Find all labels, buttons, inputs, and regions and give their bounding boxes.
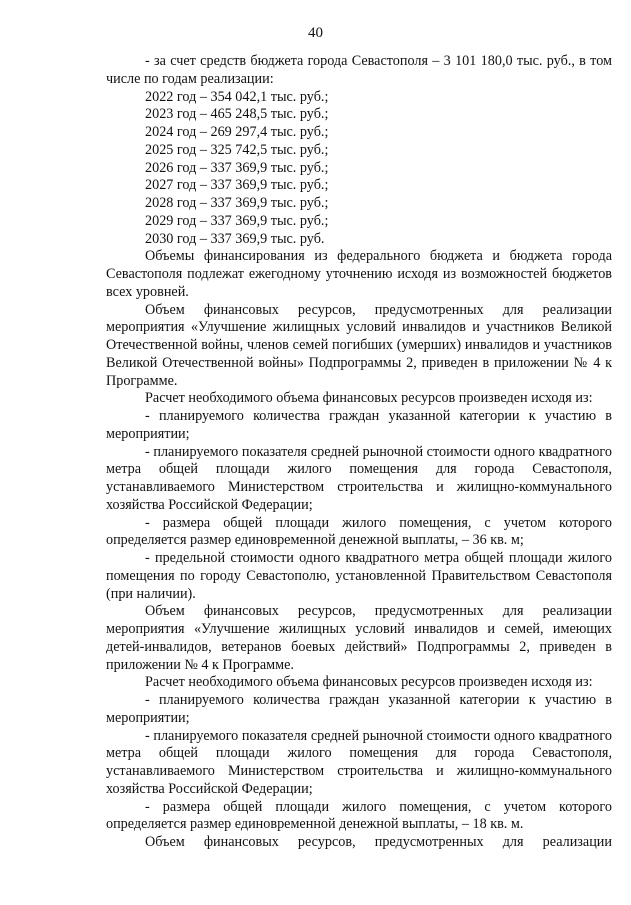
paragraph-continued: Объем финансовых ресурсов, предусмотренных для реализации	[145, 834, 612, 850]
paragraph: - планируемого показателя средней рыночной стоимости одного квадратного метра общей площади жилого помещения для города Севастополя, устанавливаемого Министерством строительства и жилищно-коммунального хозяйства Российской Федерации;	[106, 443, 612, 513]
paragraph: Объемы финансирования из федерального бюджета и бюджета города Севастополя подлежат ежегодному уточнению исходя из возможностей бюджетов всех уровней.	[106, 248, 612, 300]
year-item: 2023 год – 465 248,5 тыс. руб.;	[145, 106, 329, 123]
paragraph: - планируемого показателя средней рыночной стоимости одного квадратного метра общей площади жилого помещения для города Севастополя, устанавливаемого Министерством строительства и жилищно-коммунального хозяйства Российской Федерации;	[106, 727, 612, 797]
paragraph: Объем финансовых ресурсов, предусмотренных для реализации мероприятия «Улучшение жилищных условий инвалидов и семей, имеющих детей-инвалидов, ветеранов боевых действий» Подпрограммы 2, приведен в приложении № 4 к Программе.	[106, 603, 612, 673]
year-item: 2026 год – 337 369,9 тыс. руб.;	[145, 159, 329, 176]
year-item: 2028 год – 337 369,9 тыс. руб.;	[145, 195, 329, 211]
paragraph: - предельной стоимости одного квадратного метра общей площади жилого помещения по городу Севастополю, установленной Правительством Севастополя (при наличии).	[106, 550, 612, 602]
year-item: 2027 год – 337 369,9 тыс. руб.;	[145, 177, 329, 194]
page-number: 40	[308, 25, 323, 41]
paragraph: - размера общей площади жилого помещения, с учетом которого определяется размер единовременной денежной выплаты, – 18 кв. м.	[106, 798, 612, 833]
year-item: 2022 год – 354 042,1 тыс. руб.;	[145, 88, 329, 105]
document-body	[106, 53, 612, 852]
year-item: 2029 год – 337 369,9 тыс. руб.;	[145, 212, 329, 229]
paragraph: Расчет необходимого объема финансовых ресурсов произведен исходя из:	[145, 390, 593, 407]
paragraph: - размера общей площади жилого помещения, с учетом которого определяется размер единовременной денежной выплаты, – 36 кв. м;	[106, 514, 612, 549]
year-item: 2025 год – 325 742,5 тыс. руб.;	[145, 141, 329, 158]
budget-intro-paragraph: - за счет средств бюджета города Севастополя – 3 101 180,0 тыс. руб., в том числе по годам реализации:	[106, 53, 612, 87]
paragraph: - планируемого количества граждан указанной категории к участию в мероприятии;	[106, 408, 612, 442]
paragraph: Объем финансовых ресурсов, предусмотренных для реализации мероприятия «Улучшение жилищных условий инвалидов и участников Великой Отечественной войны, членов семей погибших (умерших) инвалидов и участников Великой Отечественной войны» Подпрограммы 2, приведен в приложении № 4 к Программе.	[106, 301, 612, 389]
paragraph: Расчет необходимого объема финансовых ресурсов произведен исходя из:	[145, 674, 593, 691]
years-list	[106, 89, 612, 249]
year-item: 2030 год – 337 369,9 тыс. руб.	[145, 230, 325, 247]
year-item: 2024 год – 269 297,4 тыс. руб.;	[145, 124, 329, 140]
paragraph: - планируемого количества граждан указанной категории к участию в мероприятии;	[106, 692, 612, 726]
